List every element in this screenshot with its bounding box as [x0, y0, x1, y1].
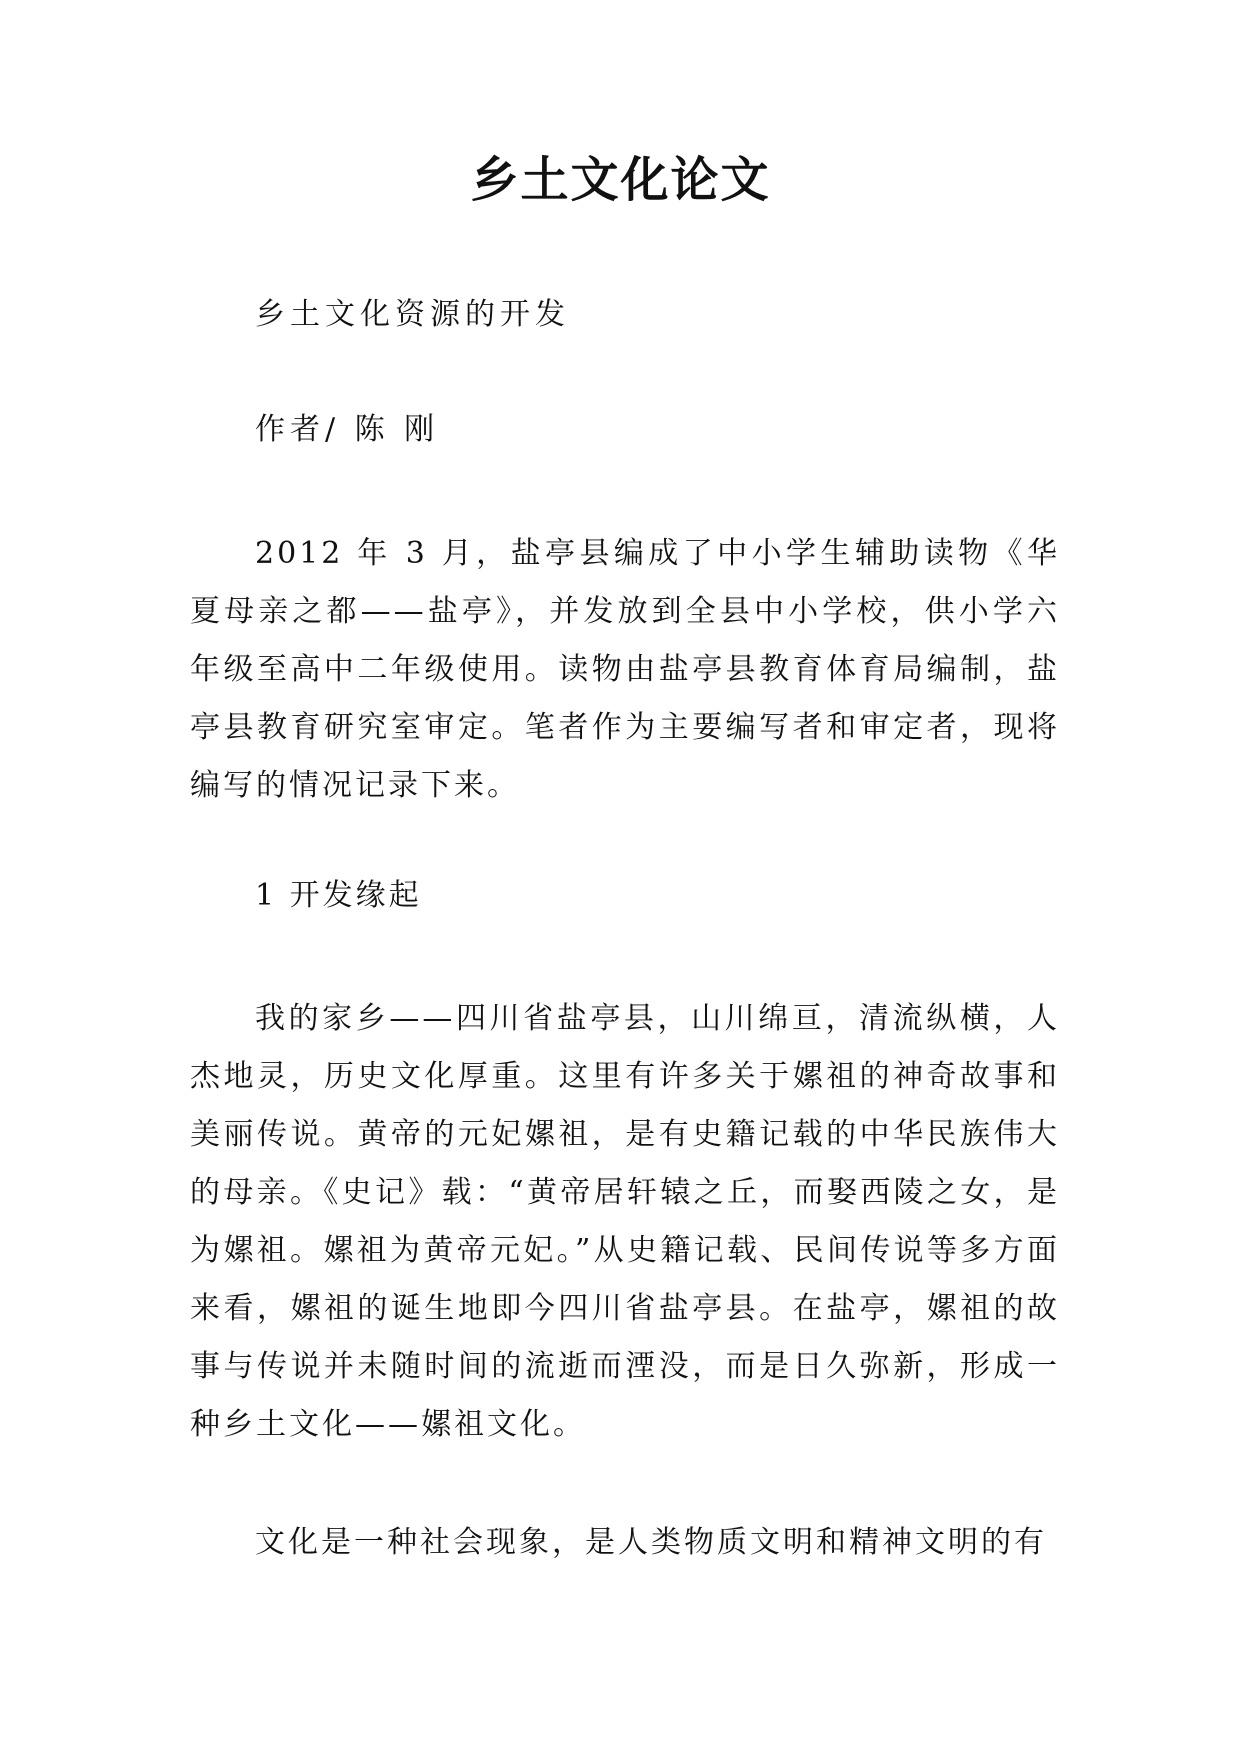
paragraph-origin: 我的家乡——四川省盐亭县，山川绵亘，清流纵横，人杰地灵，历史文化厚重。这里有许多关于嫘祖的神奇故事和美丽传说。黄帝的元妃嫘祖，是有史籍记载的中华民族伟大的母亲。《史记》载：“黄帝居轩辕之丘，而娶西陵之女，是为嫘祖。嫘祖为黄帝元妃。”从史籍记载、民间传说等多方面来看，嫘祖的诞生地即今四川省盐亭县。在盐亭，嫘祖的故事与传说并未随时间的流逝而湮没，而是日久弥新，形成一种乡土文化——嫘祖文化。	[190, 1001, 1060, 1442]
document-title: 乡土文化论文	[470, 152, 771, 208]
author-line: 作者/ 陈 刚	[255, 412, 440, 447]
paragraph-intro: 2012 年 3 月，盐亭县编成了中小学生辅助读物《华夏母亲之都——盐亭》，并发放到全县中小学校，供小学六年级至高中二年级使用。读物由盐亭县教育体育局编制，盐亭县教育研究室审定。笔者作为主要编写者和审定者，现将编写的情况记录下来。	[190, 536, 1060, 803]
article-subtitle: 乡土文化资源的开发	[255, 297, 570, 332]
paragraph-culture: 文化是一种社会现象，是人类物质文明和精神文明的有	[255, 1525, 1047, 1560]
section-heading-1: 1 开发缘起	[255, 878, 422, 913]
